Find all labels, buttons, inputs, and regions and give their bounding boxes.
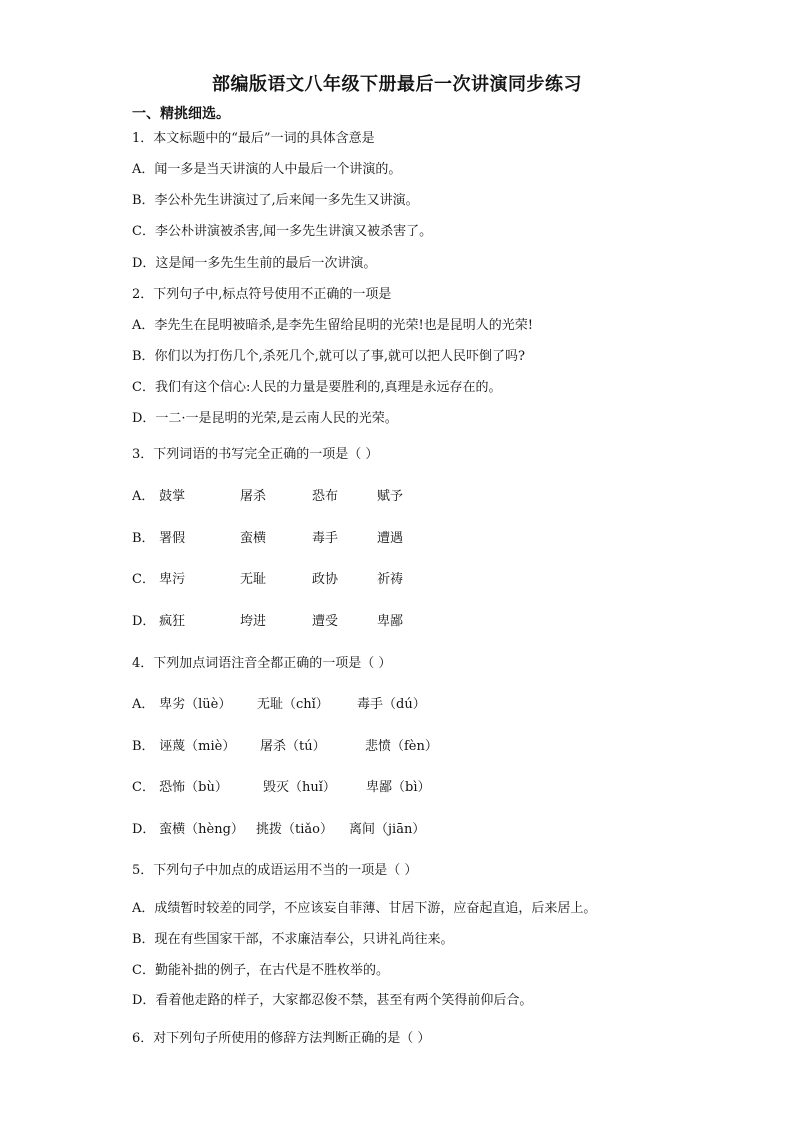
option-label: A． [132,697,155,712]
option-word: 垮进 [240,614,267,629]
section-heading: 一、精挑细选。 [132,106,230,122]
question-4-stem: 4．下列加点词语注音全都正确的一项是（ ） [132,656,392,671]
question-3-stem: 3．下列词语的书写完全正确的一项是（ ） [132,447,379,462]
option-word: 卑劣（lüè） [159,697,232,712]
option-word: 署假 [159,531,186,546]
option-word: 疯狂 [159,614,186,629]
option-word: 屠杀 [240,489,267,504]
option-word: 恐布 [312,489,339,504]
question-5-option-b: B．现在有些国家干部，不求廉洁奉公，只讲礼尚往来。 [132,932,454,947]
question-2-option-d: D．一二·一是昆明的光荣,是云南人民的光荣。 [132,411,398,426]
question-5-option-d: D．看着他走路的样子，大家都忍俊不禁，甚至有两个笑得前仰后合。 [132,993,533,1008]
question-4-option-c [132,779,431,797]
option-word: 悲愤（fèn） [365,739,438,754]
option-word: 赋予 [377,489,404,504]
option-word: 挑拨（tiǎo） [256,822,333,837]
question-2-stem: 2．下列句子中,标点符号使用不正确的一项是 [132,287,392,302]
question-3-option-c [132,571,404,589]
question-1-option-d: D．这是闻一多先生生前的最后一次讲演。 [132,256,377,271]
option-word: 毒手（dú） [357,697,426,712]
option-word: 无耻（chǐ） [257,697,329,712]
question-1-option-b: B．李公朴先生讲演过了,后来闻一多先生又讲演。 [132,193,419,208]
option-label: A． [132,489,155,504]
option-word: 毒手 [312,531,339,546]
question-1-stem: 1．本文标题中的“最后”一词的具体含意是 [132,131,375,146]
option-label: C． [132,572,155,587]
option-word: 遭遇 [377,531,404,546]
question-3-option-b [132,530,404,548]
option-label: B． [132,739,155,754]
option-word: 蛮横（hèng） [159,822,244,837]
option-word: 诬蔑（miè） [159,739,236,754]
option-word: 卑污 [159,572,186,587]
option-word: 卑鄙（bì） [366,780,431,795]
option-word: 蛮横 [240,531,267,546]
question-1-option-c: C．李公朴讲演被杀害,闻一多先生讲演又被杀害了。 [132,224,433,239]
question-2-option-b: B．你们以为打伤几个,杀死几个,就可以了事,就可以把人民吓倒了吗? [132,349,525,364]
question-3-option-a [132,488,404,506]
page-title: 部编版语文八年级下册最后一次讲演同步练习 [212,74,582,95]
question-4-option-b [132,738,438,756]
option-word: 祈祷 [377,572,404,587]
question-5-stem: 5．下列句子中加点的成语运用不当的一项是（ ） [132,863,418,878]
option-label: D． [132,822,156,837]
option-word: 恐怖（bù） [159,780,228,795]
question-4-option-d [132,821,426,839]
option-word: 卑鄙 [377,614,404,629]
question-2-option-a: A．李先生在昆明被暗杀,是李先生留给昆明的光荣!也是昆明人的光荣! [132,318,533,333]
option-word: 离间（jiān） [349,822,426,837]
question-3-option-d [132,613,404,631]
option-label: C． [132,780,155,795]
option-label: B． [132,531,155,546]
option-label: D． [132,614,156,629]
question-5-option-a: A．成绩暂时较差的同学，不应该妄自菲薄、甘居下游，应奋起直追，后来居上。 [132,901,597,916]
option-word: 屠杀（tú） [260,739,326,754]
option-word: 政协 [312,572,339,587]
question-6-stem: 6．对下列句子所使用的修辞方法判断正确的是（ ） [132,1031,431,1046]
question-4-option-a [132,696,426,714]
question-1-option-a: A．闻一多是当天讲演的人中最后一个讲演的。 [132,162,402,177]
question-5-option-c: C．勤能补拙的例子，在古代是不胜枚举的。 [132,963,389,978]
question-2-option-c: C．我们有这个信心:人民的力量是要胜利的,真理是永远存在的。 [132,380,502,395]
option-word: 鼓掌 [159,489,186,504]
option-word: 无耻 [240,572,267,587]
option-word: 毁灭（huǐ） [263,780,336,795]
option-word: 遭受 [312,614,339,629]
